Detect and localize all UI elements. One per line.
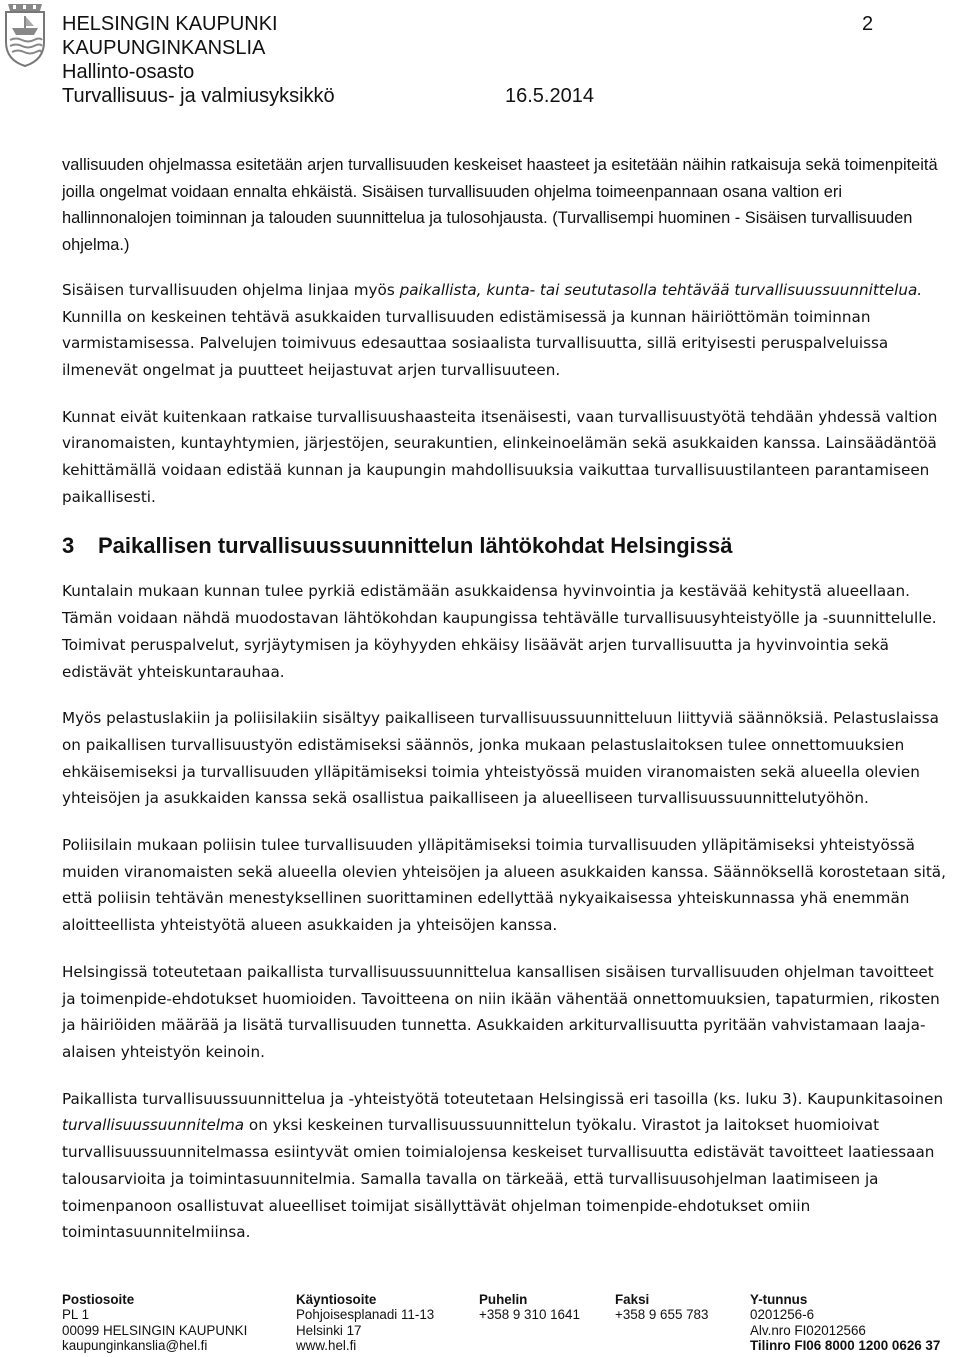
footer-postal — [62, 1292, 247, 1353]
section-heading — [62, 532, 946, 560]
page-header — [0, 0, 960, 110]
paragraph-8-emphasis: turvallisuussuunnitelma — [62, 1116, 245, 1135]
page-number: 2 — [862, 13, 874, 35]
paragraph-2-rest: Kunnilla on keskeinen tehtävä asukkaiden turvallisuuden edistämisessä ja kunnan häiriöttömän toiminnan varmistamisessa. Palvelujen toimivuus edesauttaa sosiaalista turvallisuutta, sillä erityisesti peruspalveluissa ilmenevät ongelmat ja puutteet heijastuvat arjen turvallisuuteen. — [62, 307, 889, 379]
section-title: Paikallisen turvallisuussuunnittelun lähtökohdat Helsingissä — [98, 533, 733, 559]
paragraph-2 — [62, 277, 946, 384]
paragraph-3: Kunnat eivät kuitenkaan ratkaise turvallisuushaasteita itsenäisesti, vaan turvallisuustyötä tehdään yhdessä valtion viranomaisten, kuntayhtymien, järjestöjen, seurakuntien, elinkeinoelämän sekä asukkaiden kanssa. Lainsäädäntöä kehittämällä voidaan edistää kunnan ja kaupungin mahdollisuuksia vaikuttaa turvallisuustilanteen parantamiseen paikallisesti. — [62, 407, 938, 506]
footer-postal-label: Postiosoite — [62, 1292, 135, 1307]
footer-fax — [615, 1292, 708, 1323]
header-dept: KAUPUNGINKANSLIA — [62, 37, 266, 59]
document-body — [62, 152, 946, 1266]
footer-fax-number: +358 9 655 783 — [615, 1307, 709, 1323]
footer-account-line: Tilinro FI06 8000 1200 0626 37 — [750, 1337, 941, 1353]
footer-email-link[interactable]: kaupunginkanslia@hel.fi — [62, 1337, 208, 1353]
footer-website-link[interactable]: www.hel.fi — [296, 1337, 357, 1353]
footer-visit-line: Helsinki 17 — [296, 1322, 362, 1338]
footer-visit-label: Käyntiosoite — [296, 1292, 377, 1307]
footer-ytunnus-line: 0201256-6 — [750, 1307, 815, 1323]
footer-ytunnus-label: Y-tunnus — [750, 1292, 808, 1307]
header-org: HELSINGIN KAUPUNKI — [62, 13, 278, 35]
paragraph-8-rest: on yksi keskeinen turvallisuussuunnittelun työkalu. Virastot ja laitokset huomioivat turvallisuussuunnitelmassa esiintyvät omien toimialojensa keskeiset turvallisuutta edistävät tavoitteet laatiessaan talousarvioita ja toimintasuunnitelmia. Samalla tavalla on tärkeää, että turvallisuusohjelman laatimiseen ja toimenpanoon osallistuvat alueelliset toimijat sisällyttävät ohjelman toimenpide-ehdotukset omiin toimintasuunnitelmiinsa. — [62, 1116, 935, 1242]
helsinki-crest-icon — [2, 2, 48, 68]
footer-phone-label: Puhelin — [479, 1292, 528, 1307]
footer-visit — [296, 1292, 434, 1353]
footer-fax-label: Faksi — [615, 1292, 650, 1307]
paragraph-4: Kuntalain mukaan kunnan tulee pyrkiä edistämään asukkaidensa hyvinvointia ja kestävää kehitystä alueellaan. Tämän voidaan nähdä muodostavan lähtökohdan kaupungissa tehtävälle turvallisuusyhteistyölle ja -suunnittelulle. Toimivat peruspalvelut, syrjäytymisen ja köyhyyden ehkäisy lisäävät arjen turvallisuutta ja hyvinvointia sekä edistävät yhteiskuntarauhaa. — [62, 582, 937, 681]
paragraph-8 — [62, 1086, 946, 1246]
paragraph-5: Myös pelastuslakiin ja poliisilakiin sisältyy paikalliseen turvallisuussuunnitteluun liittyviä säännöksiä. Pelastuslaissa on paikallisen turvallisuustyön edistämiseksi säännös, jonka mukaan pelastuslaitoksen tulee onnettomuuksien ehkäisemiseksi ja turvallisuuden ylläpitämiseksi toimia yhteistyössä muiden viranomaisten sekä alueella olevien yhteisöjen ja asukkaiden kanssa sekä osallistua paikalliseen ja alueelliseen turvallisuussuunnittelutyöhön. — [62, 709, 939, 808]
footer-phone — [479, 1292, 580, 1323]
paragraph-2-text: Sisäisen turvallisuuden ohjelma linjaa myös — [62, 280, 400, 299]
footer-postal-line: 00099 HELSINGIN KAUPUNKI — [62, 1322, 248, 1338]
paragraph-6: Poliisilain mukaan poliisin tulee turvallisuuden ylläpitämiseksi toimia turvallisuuden ylläpitämiseksi yhteistyössä muiden viranomaisten sekä alueella olevien yhteisöjen ja alueen asukkaiden kanssa. Säännöksellä korostetaan sitä, että poliisin tehtävän menestyksellinen suorittaminen edellyttää nykyaikaisessa yhteiskunnassa yhä enemmän aloitteellista yhteistyötä alueen asukkaiden ja yhteisöjen kanssa. — [62, 836, 946, 935]
paragraph-8-text: Paikallista turvallisuussuunnittelua ja -yhteistyötä toteutetaan Helsingissä eri tasoilla (ks. luku 3). Kaupunkitasoinen — [62, 1089, 944, 1108]
footer-vat-line: Alv.nro FI02012566 — [750, 1322, 866, 1338]
footer-postal-line: PL 1 — [62, 1307, 90, 1323]
footer-visit-line: Pohjoisesplanadi 11-13 — [296, 1307, 435, 1323]
header-unit: Turvallisuus- ja valmiusyksikkö — [62, 85, 335, 107]
footer-phone-number: +358 9 310 1641 — [479, 1307, 580, 1323]
header-date: 16.5.2014 — [505, 85, 594, 107]
paragraph-2-emphasis: paikallista, kunta- tai seututasolla tehtävää turvallisuussuunnittelua. — [399, 280, 923, 299]
paragraph-7: Helsingissä toteutetaan paikallista turvallisuussuunnittelua kansallisen sisäisen turvallisuuden ohjelman tavoitteet ja toimenpide-ehdotukset huomioiden. Tavoitteena on niin ikään vähentää onnettomuuksien, tapaturmien, rikosten ja häiriöiden määrää ja lisätä turvallisuuden tunnetta. Asukkaiden arkiturvallisuutta pyritään vahvistamaan laaja-alaisen yhteistyön keinoin. — [62, 962, 940, 1061]
header-division: Hallinto-osasto — [62, 61, 195, 83]
paragraph-1: vallisuuden ohjelmassa esitetään arjen turvallisuuden keskeiset haasteet ja esitetään näihin ratkaisuja sekä toimenpiteitä joilla ongelmat voidaan ennalta ehkäistä. Sisäisen turvallisuuden ohjelma toimeenpannaan osana valtion eri hallinnonalojen toiminnan ja talouden suunnittelua ja tulosohjausta. (Turvallisempi huominen - Sisäisen turvallisuuden ohjelma.) — [62, 156, 938, 255]
section-number: 3 — [62, 533, 75, 559]
footer-ytunnus — [750, 1292, 940, 1353]
